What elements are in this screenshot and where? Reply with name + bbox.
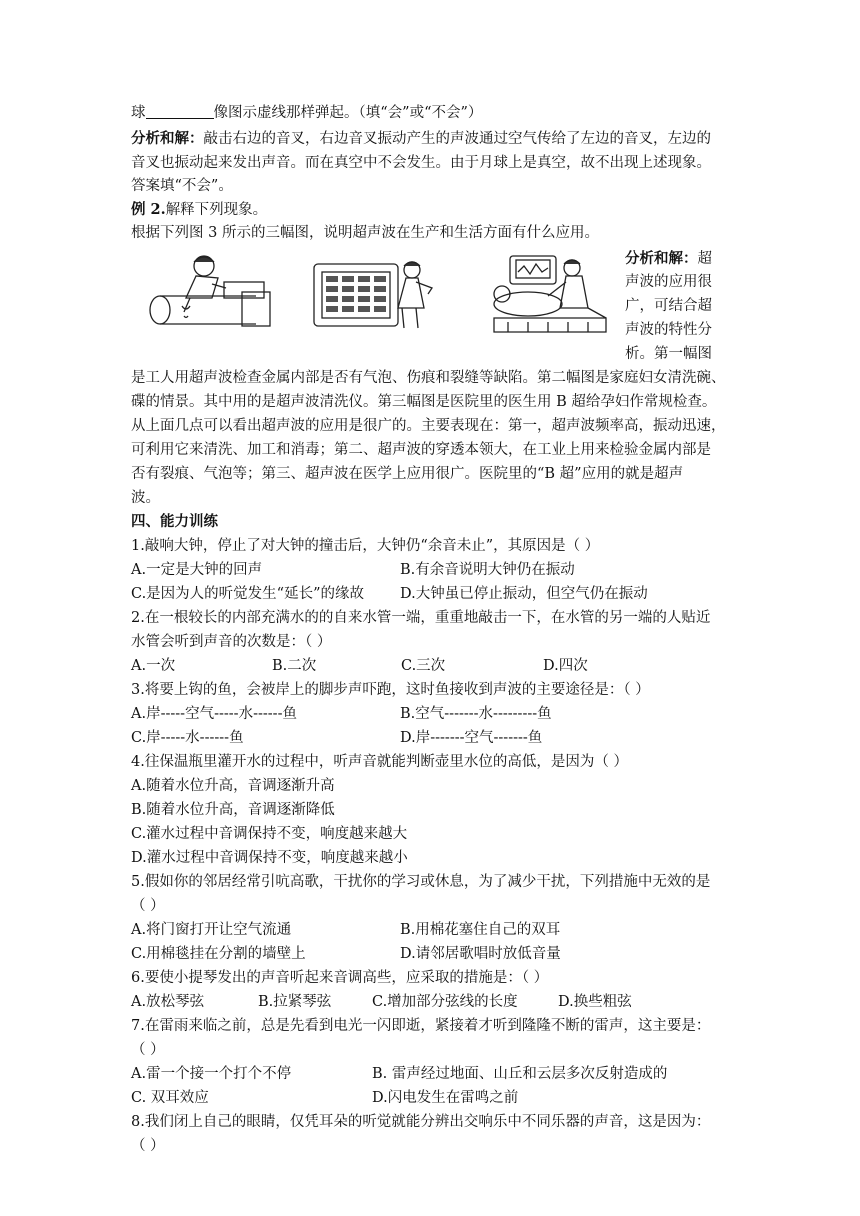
question-2: 2.在一根较长的内部充满水的的自来水管一端，重重地敲击一下，在水管的另一端的人贴近	[131, 610, 711, 626]
analysis-line: 是工人用超声波检查金属内部是否有气泡、伤痕和裂缝等缺陷。第二幅图是家庭妇女清洗碗、	[131, 370, 726, 386]
q3-option-a[interactable]: A.岸-----空气-----水------鱼	[131, 706, 297, 722]
ultrasonic-cleaner-illustration	[312, 258, 440, 330]
question-7: 7.在雷雨来临之前，总是先看到电光一闪即逝，紧接着才听到隆隆不断的雷声，这主要是：	[131, 1018, 711, 1034]
q2-option-c[interactable]: C.三次	[401, 658, 446, 674]
fill-blank-line	[131, 103, 482, 123]
q3-option-c[interactable]: C.岸-----水------鱼	[131, 730, 244, 746]
q7-option-a[interactable]: A.雷一个接一个打个不停	[131, 1066, 292, 1082]
example-heading	[131, 200, 267, 220]
question-1: 1.敲响大钟，停止了对大钟的撞击后，大钟仍“余音未止”，其原因是（ ）	[131, 538, 600, 554]
worker-ultrasonic-pipe-illustration	[146, 254, 278, 334]
q7-option-b[interactable]: B. 雷声经过地面、山丘和云层多次反射造成的	[372, 1066, 668, 1082]
answer-blank[interactable]	[146, 104, 214, 119]
q4-option-d[interactable]: D.灌水过程中音调保持不变，响度越来越小	[131, 850, 408, 866]
analysis-line: 从上面几点可以看出超声波的应用是很广的。主要表现在：第一，超声波频率高，振动迅速，	[131, 418, 726, 434]
q3-option-b[interactable]: B.空气-------水---------鱼	[400, 706, 552, 722]
question-5-cont: （ ）	[131, 898, 165, 914]
question-7-cont: （ ）	[131, 1042, 165, 1058]
text: 超	[697, 251, 712, 267]
analysis-heading: 分析和解：	[131, 130, 204, 147]
q1-option-d[interactable]: D.大钟虽已停止振动，但空气仍在振动	[400, 586, 648, 602]
q7-option-d[interactable]: D.闪电发生在雷鸣之前	[372, 1090, 519, 1106]
side-analysis-line: 析。第一幅图	[625, 346, 712, 362]
q5-option-a[interactable]: A.将门窗打开让空气流通	[131, 922, 292, 938]
text: 像图示虚线那样弹起。（填“会”或“不会”）	[213, 105, 483, 121]
example-question: 根据下列图 3 所示的三幅图，说明超声波在生产和生活方面有什么应用。	[131, 225, 599, 241]
question-8-cont: （ ）	[131, 1138, 165, 1154]
q5-option-d[interactable]: D.请邻居歌唱时放低音量	[400, 946, 561, 962]
q1-option-b[interactable]: B.有余音说明大钟仍在振动	[400, 562, 575, 578]
section-heading: 四、能力训练	[131, 513, 218, 530]
question-6: 6.要使小提琴发出的声音听起来音调高些，应采取的措施是：（ ）	[131, 970, 549, 986]
side-analysis-line	[625, 247, 712, 271]
q4-option-c[interactable]: C.灌水过程中音调保持不变，响度越来越大	[131, 826, 408, 842]
question-5: 5.假如你的邻居经常引吭高歌，干扰你的学习或休息，为了减少干扰，下列措施中无效的是	[131, 874, 711, 890]
q1-option-c[interactable]: C.是因为人的听觉发生“延长”的缘故	[131, 586, 365, 602]
q2-option-b[interactable]: B.二次	[272, 658, 317, 674]
example-label: 例 2.	[131, 201, 166, 218]
question-2-cont: 水管会听到声音的次数是：（ ）	[131, 634, 332, 650]
q5-option-b[interactable]: B.用棉花塞住自己的双耳	[400, 922, 561, 938]
q6-option-b[interactable]: B.拉紧琴弦	[258, 994, 332, 1010]
q6-option-d[interactable]: D.换些粗弦	[558, 994, 632, 1010]
analysis-line: 否有裂痕、气泡等；第三、超声波在医学上应用很广。医院里的“B 超”应用的就是超声	[131, 466, 684, 482]
question-8: 8.我们闭上自己的眼睛，仅凭耳朵的听觉就能分辨出交响乐中不同乐器的声音，这是因为：	[131, 1114, 711, 1130]
side-analysis-line: 声波的应用很	[625, 274, 712, 290]
analysis-line	[131, 129, 711, 149]
side-analysis-line: 声波的特性分	[625, 322, 712, 338]
analysis-line: 可利用它来清洗、加工和消毒；第二、超声波的穿透本领大，在工业上用来检验金属内部是	[131, 442, 711, 458]
q4-option-b[interactable]: B.随着水位升高，音调逐渐降低	[131, 802, 335, 818]
side-analysis-line: 广，可结合超	[625, 298, 712, 314]
q4-option-a[interactable]: A.随着水位升高，音调逐渐升高	[131, 778, 335, 794]
question-3: 3.将要上钩的鱼，会被岸上的脚步声吓跑，这时鱼接收到声波的主要途径是：（ ）	[131, 682, 650, 698]
text: 解释下列现象。	[165, 202, 268, 218]
q2-option-d[interactable]: D.四次	[543, 658, 588, 674]
b-ultrasound-exam-illustration	[488, 252, 618, 338]
analysis-line: 音叉也振动起来发出声音。而在真空中不会发生。由于月球上是真空，故不出现上述现象。	[131, 155, 711, 171]
analysis-line: 波。	[131, 490, 160, 506]
q5-option-c[interactable]: C.用棉毯挂在分割的墙壁上	[131, 946, 306, 962]
q7-option-c[interactable]: C. 双耳效应	[131, 1090, 209, 1106]
analysis-heading: 分析和解：	[625, 250, 698, 267]
q1-option-a[interactable]: A.一定是大钟的回声	[131, 562, 263, 578]
q6-option-a[interactable]: A.放松琴弦	[131, 994, 205, 1010]
text: 球	[131, 105, 146, 121]
analysis-line: 碟的情景。其中用的是超声波清洗仪。第三幅图是医院里的医生用 B 超给孕妇作常规检查。	[131, 394, 717, 410]
analysis-line: 答案填“不会”。	[131, 178, 233, 194]
question-4: 4.往保温瓶里灌开水的过程中，听声音就能判断壶里水位的高低，是因为（ ）	[131, 754, 628, 770]
q6-option-c[interactable]: C.增加部分弦线的长度	[372, 994, 518, 1010]
q3-option-d[interactable]: D.岸-------空气-------鱼	[400, 730, 543, 746]
q2-option-a[interactable]: A.一次	[131, 658, 176, 674]
text: 敲击右边的音叉，右边音叉振动产生的声波通过空气传给了左边的音叉，左边的	[203, 131, 711, 147]
